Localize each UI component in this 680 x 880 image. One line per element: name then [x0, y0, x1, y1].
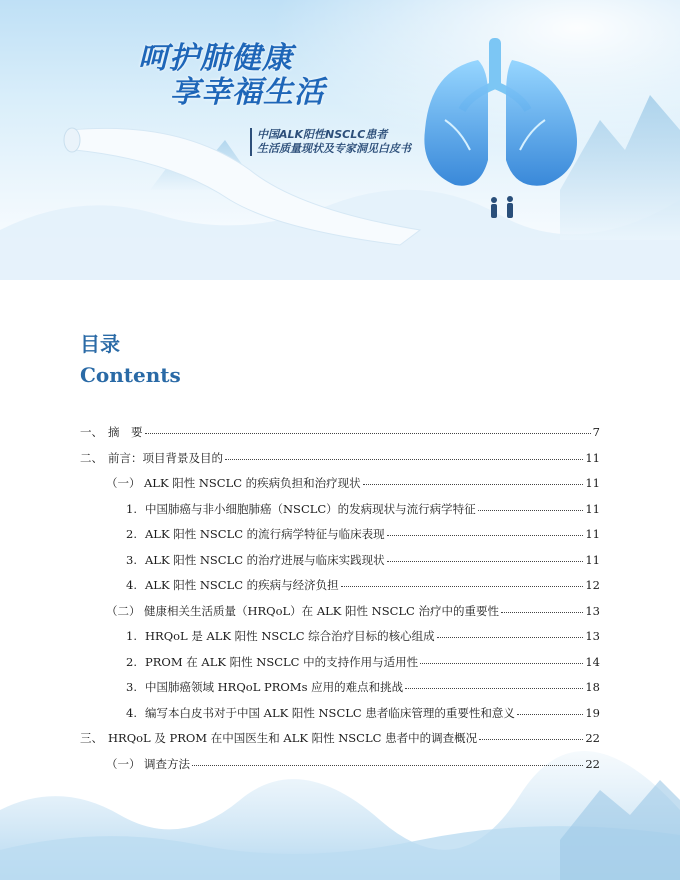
toc-entry-label: ALK 阳性 NSCLC 的流行病学特征与临床表现 [145, 527, 385, 541]
dot-leader [437, 637, 584, 638]
toc-entry-number: 三、 [80, 731, 103, 745]
toc-entry[interactable] [80, 654, 600, 680]
toc-entry-number: 一、 [80, 425, 103, 439]
table-of-contents [80, 424, 600, 781]
toc-entry-number: 3. [126, 680, 137, 694]
dot-leader [420, 663, 583, 664]
toc-entry-page: 13 [585, 603, 600, 618]
toc-entry-label: ALK 阳性 NSCLC 的疾病与经济负担 [145, 578, 339, 592]
toc-entry[interactable] [80, 705, 600, 731]
header-banner [0, 0, 680, 280]
report-subtitle [250, 128, 411, 156]
toc-entry[interactable] [80, 450, 600, 476]
dot-leader [405, 688, 583, 689]
toc-entry-number: 2. [126, 654, 137, 669]
toc-entry-page: 13 [585, 629, 600, 643]
toc-entry-number: （二） [106, 603, 141, 618]
toc-entry[interactable] [80, 679, 600, 705]
dot-leader [192, 765, 583, 766]
toc-entry-page: 11 [585, 476, 600, 490]
toc-entry[interactable] [80, 501, 600, 527]
toc-entry[interactable] [80, 603, 600, 629]
slogan [138, 42, 325, 110]
dot-leader [387, 535, 584, 536]
toc-entry-page: 11 [585, 501, 600, 516]
dot-leader [341, 586, 584, 587]
toc-entry-label: 前言：项目背景及目的 [108, 450, 223, 465]
toc-entry-page: 7 [592, 425, 600, 439]
toc-entry-page: 22 [585, 731, 600, 745]
slogan-line-2: 享幸福生活 [170, 75, 325, 110]
toc-heading-zh: 目录 [80, 332, 120, 356]
toc-entry-page: 11 [585, 552, 600, 567]
toc-entry[interactable] [80, 730, 600, 756]
toc-heading-en: Contents [80, 363, 181, 387]
toc-entry[interactable] [80, 526, 600, 552]
dot-leader [363, 484, 584, 485]
toc-entry-number: 4. [126, 578, 137, 592]
toc-heading [80, 330, 181, 390]
dot-leader [478, 510, 584, 511]
subtitle-line-1: 中国ALK阳性NSCLC患者 [257, 128, 388, 141]
dot-leader [387, 561, 584, 562]
subtitle-line-2: 生活质量现状及专家洞见白皮书 [257, 142, 411, 155]
toc-entry-number: 1. [126, 501, 137, 516]
toc-entry-page: 12 [585, 578, 600, 592]
dot-leader [517, 714, 584, 715]
toc-entry-label: ALK 阳性 NSCLC 的疾病负担和治疗现状 [144, 476, 361, 490]
toc-entry[interactable] [80, 424, 600, 450]
toc-entry-page: 11 [585, 450, 600, 465]
toc-entry-label: 摘 要 [108, 425, 143, 439]
toc-entry-number: 1. [126, 629, 137, 643]
dot-leader [479, 739, 583, 740]
toc-entry-number: （一） [106, 756, 141, 771]
dot-leader [225, 459, 583, 460]
toc-entry-number: 3. [126, 552, 137, 567]
toc-entry-label: HRQoL 是 ALK 阳性 NSCLC 综合治疗目标的核心组成 [145, 629, 435, 643]
toc-entry-page: 22 [585, 756, 600, 771]
slogan-line-1: 呵护肺健康 [138, 41, 293, 76]
toc-entry-page: 14 [585, 654, 600, 669]
toc-entry[interactable] [80, 552, 600, 578]
toc-entry-label: 健康相关生活质量（HRQoL）在 ALK 阳性 NSCLC 治疗中的重要性 [144, 603, 500, 618]
toc-entry-number: 4. [126, 705, 137, 720]
toc-entry-label: 中国肺癌领域 HRQoL PROMs 应用的难点和挑战 [145, 680, 404, 694]
dot-leader [145, 433, 591, 434]
toc-entry[interactable] [80, 756, 600, 782]
toc-entry-number: 2. [126, 527, 137, 541]
toc-entry-page: 11 [585, 527, 600, 541]
toc-entry-label: 编写本白皮书对于中国 ALK 阳性 NSCLC 患者临床管理的重要性和意义 [145, 705, 515, 720]
toc-entry[interactable] [80, 475, 600, 501]
toc-entry-label: ALK 阳性 NSCLC 的治疗进展与临床实践现状 [145, 552, 385, 567]
toc-entry[interactable] [80, 628, 600, 654]
toc-entry-label: 调查方法 [144, 756, 190, 771]
toc-entry-label: HRQoL 及 PROM 在中国医生和 ALK 阳性 NSCLC 患者中的调查概况 [108, 731, 478, 745]
toc-entry-label: 中国肺癌与非小细胞肺癌（NSCLC）的发病现状与流行病学特征 [145, 501, 476, 516]
toc-entry-number: 二、 [80, 450, 103, 465]
toc-entry-page: 19 [585, 705, 600, 720]
toc-entry-label: PROM 在 ALK 阳性 NSCLC 中的支持作用与适用性 [145, 654, 419, 669]
dot-leader [501, 612, 583, 613]
toc-entry-number: （一） [106, 476, 141, 490]
toc-entry-page: 18 [585, 680, 600, 694]
toc-entry[interactable] [80, 577, 600, 603]
